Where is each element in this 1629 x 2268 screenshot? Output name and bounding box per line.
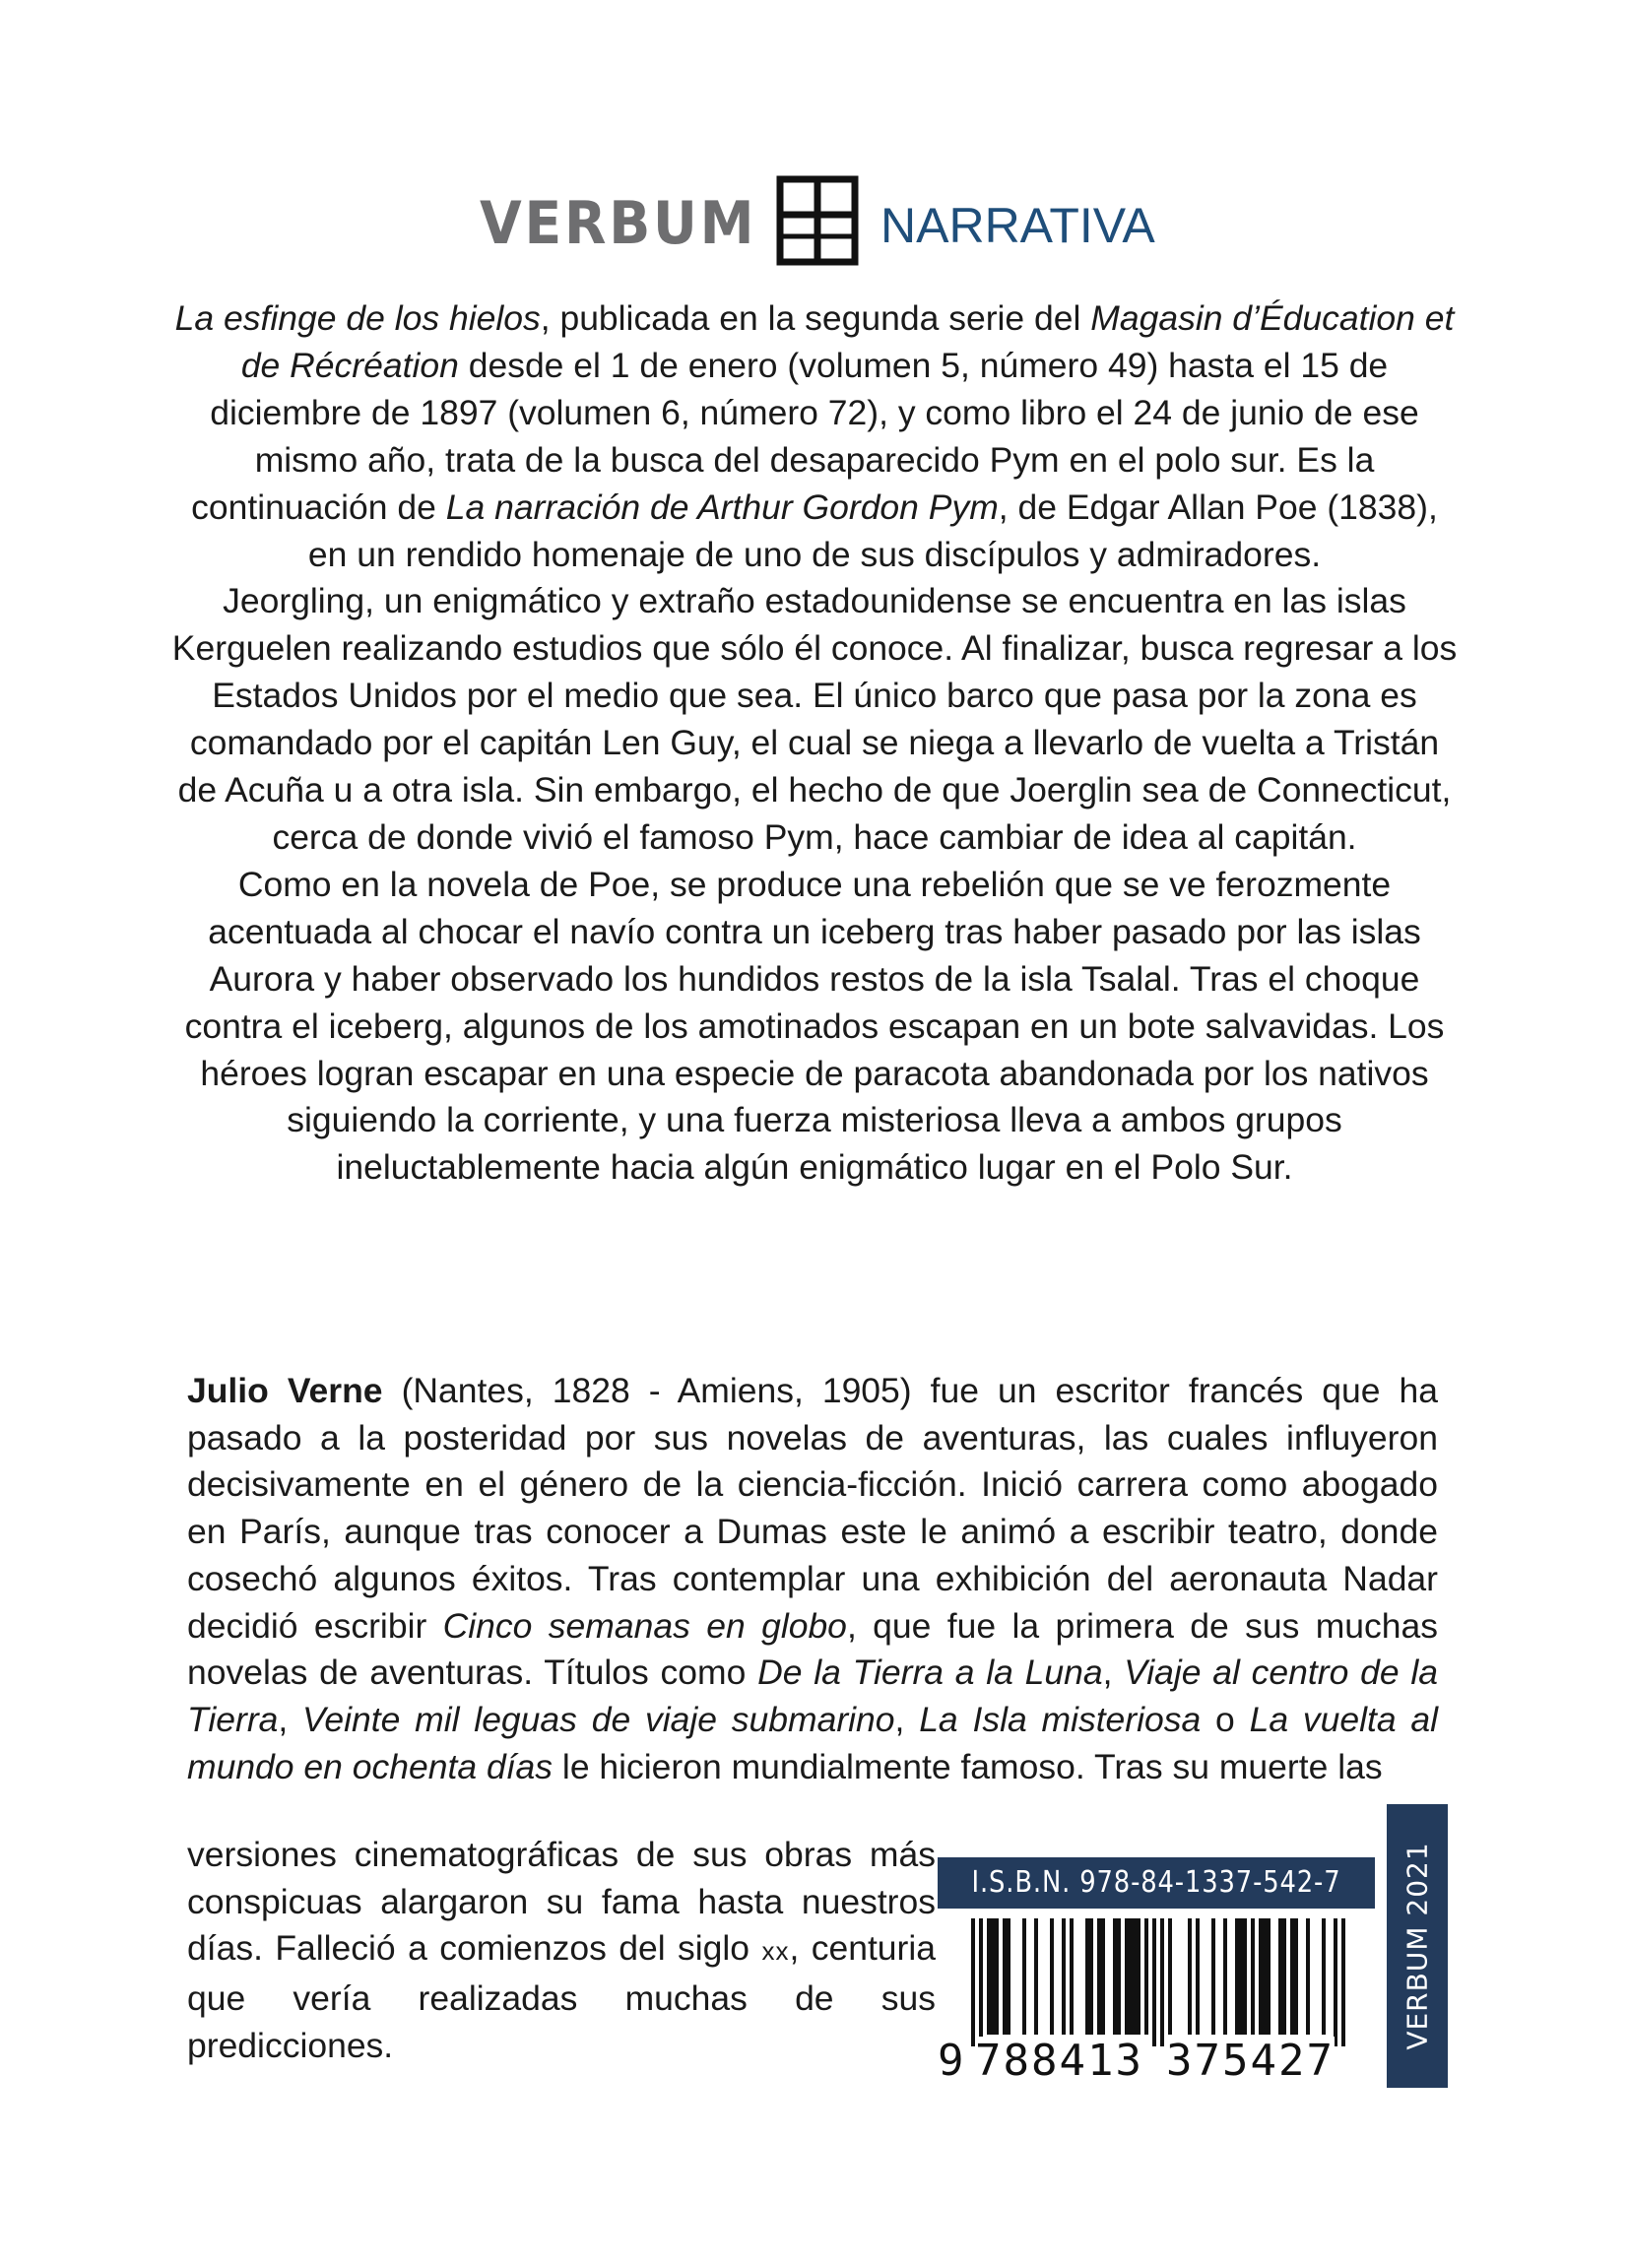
text: , — [1102, 1652, 1125, 1693]
book-title: La esfinge de los hielos — [174, 298, 541, 338]
barcode-digit-group-left: 788413 — [975, 2036, 1143, 2086]
text: , que fue la primera de sus muchas novelas de aventuras. Títulos como — [187, 1605, 1438, 1693]
barcode-bar — [991, 1918, 995, 2035]
work-title: Cinco semanas en globo — [442, 1605, 847, 1646]
poe-title: La narración de Arthur Gordon Pym — [445, 486, 999, 527]
barcode-bar — [1050, 1918, 1054, 2035]
barcode-bar — [1196, 1918, 1200, 2035]
barcode-bar — [1263, 1918, 1267, 2035]
barcode-bar — [1294, 1918, 1298, 2035]
work-title: La vuelta al mundo en ochenta días — [187, 1699, 1439, 1786]
barcode-digit-group-right: 375427 — [1166, 2036, 1335, 2086]
barcode-bar — [995, 1918, 999, 2035]
barcode-bar — [1085, 1918, 1089, 2035]
barcode-bar — [1007, 1918, 1010, 2035]
text: , — [894, 1699, 920, 1739]
barcode-bar — [1188, 1918, 1192, 2035]
barcode-guard-bar — [979, 1918, 983, 2046]
barcode-bar — [1097, 1918, 1101, 2035]
barcode-bar — [1168, 1918, 1172, 2035]
text: , publicada en la segunda serie del — [540, 298, 1091, 338]
barcode-bar — [1113, 1918, 1117, 2035]
window-grid-icon — [776, 175, 859, 266]
magazine-title: Magasin d’Éducation et de Récréation — [240, 298, 1455, 385]
text: , centuria que vería realizadas muchas de sus predicciones. — [187, 1928, 937, 2065]
text: le hicieron mundialmente famoso. Tras su muerte las — [553, 1746, 1383, 1786]
barcode-bar — [1211, 1918, 1215, 2035]
century-numeral: xx — [761, 1936, 790, 1967]
synopsis-paragraph: Jeorgling, un enigmático y extraño estadounidense se encuentra en las islas Kerguelen realizando estudios que sólo él conoce. Al finalizar, busca regresar a los Estados Unidos por el medio que sea. El único barco que pasa por la zona es comandado por el capitán Len Guy, el cual se niega a llevarlo de vuelta a Tristán de Acuña u a otra isla. Sin embargo, el hecho de que Joerglin sea de Connecticut, cerca de donde vivió el famoso Pym, hace cambiar de idea al capitán. — [171, 581, 1458, 857]
barcode-bar — [1137, 1918, 1140, 2035]
barcode-bar — [1129, 1918, 1133, 2035]
barcode-bar — [1259, 1918, 1263, 2035]
barcode-bar — [1144, 1918, 1148, 2035]
barcode-guard-bar — [1152, 1918, 1156, 2046]
work-title: Viaje al centro de la Tierra — [187, 1652, 1438, 1739]
barcode-guard-bar — [1160, 1918, 1164, 2046]
barcode-bar — [1070, 1918, 1074, 2035]
barcode-bar — [1034, 1918, 1038, 2035]
barcode-bar — [1251, 1918, 1255, 2035]
barcode-bar — [1282, 1918, 1286, 2035]
synopsis-paragraph: Como en la novela de Poe, se produce una rebelión que se ve ferozmente acentuada al chocar el navío contra un iceberg tras haber pasado por las islas Aurora y haber observado los hundidos restos de la isla Tsalal. Tras el choque contra el iceberg, algunos de los amotinados escapan en un bote salvavidas. Los héroes logran escapar en una especie de paracota abandonada por los nativos siguiendo la corriente, y una fuerza misteriosa lleva a ambos grupos ineluctablemente hacia algún enigmático lugar en el Polo Sur. — [184, 864, 1445, 1188]
barcode-bar — [1278, 1918, 1282, 2035]
barcode-bar — [1267, 1918, 1271, 2035]
author-bio-continued — [187, 1832, 936, 2070]
barcode-bar — [1089, 1918, 1093, 2035]
text: , de Edgar Allan Poe (1838), en un rendido homenaje de uno de sus discípulos y admiradores. — [307, 486, 1438, 574]
barcode-bar — [1306, 1918, 1310, 2035]
barcode — [938, 1918, 1375, 2046]
text: versiones cinematográficas de sus obras más conspicuas alargaron su fama hasta nuestros días. Falleció a comienzos del siglo — [187, 1835, 936, 1969]
synopsis — [167, 295, 1462, 1192]
work-title: La Isla misteriosa — [919, 1699, 1202, 1739]
barcode-bar — [1003, 1918, 1007, 2035]
isbn-text: I.S.B.N. 978-84-1337-542-7 — [971, 1865, 1341, 1900]
author-name: Julio Verne — [187, 1371, 383, 1410]
barcode-bar — [1062, 1918, 1066, 2035]
barcode-guard-bar — [1334, 1918, 1337, 2046]
barcode-bar — [1022, 1918, 1026, 2035]
synopsis-paragraph — [167, 295, 1462, 578]
text: , — [278, 1699, 303, 1739]
barcode-bar — [1243, 1918, 1247, 2035]
publisher-name: VERBUM — [480, 189, 757, 258]
barcode-bar — [987, 1918, 991, 2035]
barcode-bar — [1133, 1918, 1137, 2035]
barcode-bar — [1290, 1918, 1294, 2035]
text: desde el 1 de enero (volumen 5, número 49) hasta el 15 de diciembre de 1897 (volumen 6, número 72), y como libro el 24 de junio de ese mismo año, trata de la busca del desaparecido Pym en el polo sur. Es la continuación de — [191, 345, 1419, 527]
barcode-bar — [1235, 1918, 1239, 2035]
publisher-year-strip — [1387, 1804, 1448, 2088]
barcode-bar — [1239, 1918, 1243, 2035]
barcode-bar — [1117, 1918, 1121, 2035]
author-bio — [187, 1368, 1438, 1790]
text: o — [1201, 1699, 1250, 1739]
isbn-label — [938, 1857, 1375, 1909]
publisher-year-text: VERBUM 2021 — [1401, 1842, 1434, 2050]
barcode-bar — [1223, 1918, 1227, 2035]
barcode-bar — [1322, 1918, 1326, 2035]
barcode-first-digit: 9 — [938, 2036, 966, 2086]
work-title: Veinte mil leguas de viaje submarino — [302, 1699, 895, 1739]
work-title: De la Tierra a la Luna — [757, 1652, 1103, 1693]
barcode-guard-bar — [1341, 1918, 1345, 2046]
collection-name: NARRATIVA — [880, 198, 1155, 253]
barcode-bar — [1125, 1918, 1129, 2035]
barcode-bar — [1101, 1918, 1105, 2035]
text: (Nantes, 1828 - Amiens, 1905) fue un escritor francés que ha pasado a la posteridad por sus novelas de aventuras, las cuales influyeron decisivamente en el género de la ciencia-ficción. Inició carrera como abogado en París, aunque tras conocer a Dumas este le animó a escribir teatro, donde cosechó algunos éxitos. Tras contemplar una exhibición del aeronauta Nadar decidió escribir — [187, 1371, 1438, 1646]
collection-header — [0, 175, 1629, 274]
barcode-guard-bar — [971, 1918, 975, 2046]
